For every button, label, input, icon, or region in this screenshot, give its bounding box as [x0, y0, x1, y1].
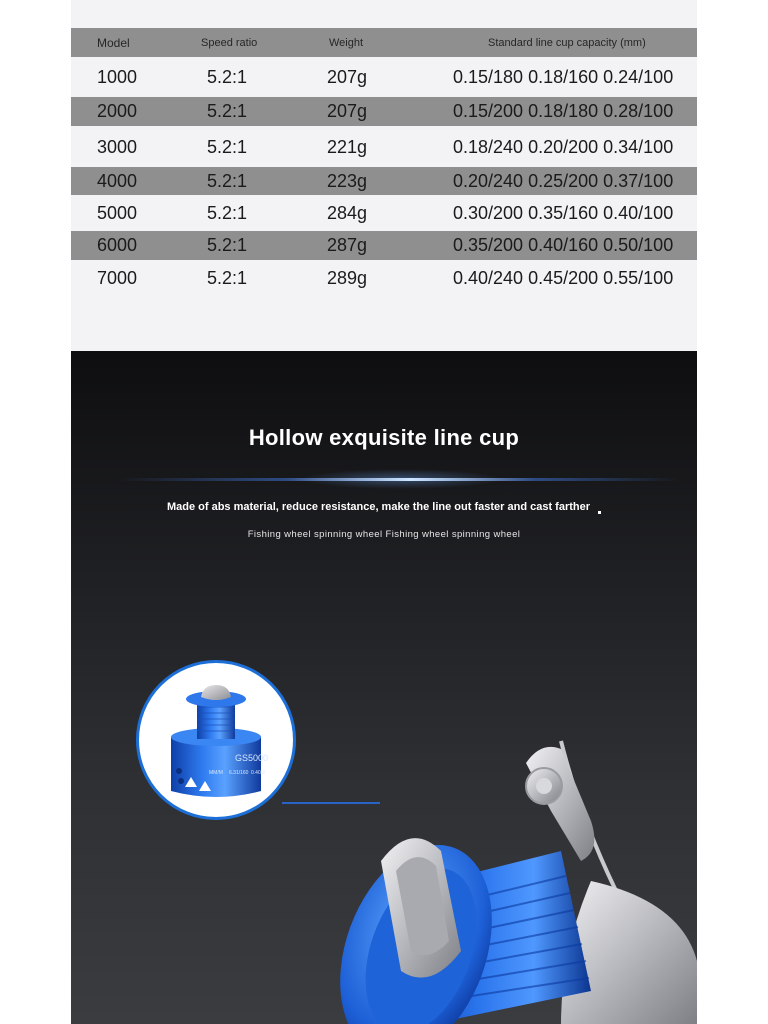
cell-speed-ratio: 5.2:1	[207, 136, 248, 157]
spool-label: GS5000	[235, 753, 269, 763]
table-row	[71, 231, 697, 260]
table-row	[71, 131, 697, 163]
cell-capacity: 0.15/180 0.18/160 0.24/100	[453, 66, 674, 87]
cell-capacity: 0.30/200 0.35/160 0.40/100	[453, 202, 674, 223]
header-capacity: Standard line cup capacity (mm)	[488, 36, 646, 49]
product-detail-page	[71, 0, 697, 1024]
spool-spec-right: 0.40/2	[251, 770, 265, 776]
cell-weight: 207g	[327, 101, 368, 121]
cell-capacity: 0.15/200 0.18/180 0.28/100	[453, 101, 674, 121]
cell-speed-ratio: 5.2:1	[207, 235, 248, 255]
cell-weight: 284g	[327, 202, 368, 223]
table-row	[71, 263, 697, 293]
line-cup-feature-section	[71, 351, 697, 1024]
cell-model: 6000	[97, 235, 138, 255]
feature-description-text: Made of abs material, reduce resistance, make the line out faster and cast farther	[166, 501, 591, 513]
cell-model: 4000	[97, 170, 138, 191]
table-row	[71, 198, 697, 228]
cell-speed-ratio: 5.2:1	[207, 202, 248, 223]
table-row	[71, 97, 697, 126]
header-model: Model	[97, 35, 130, 50]
cell-speed-ratio: 5.2:1	[207, 66, 248, 87]
table-row	[71, 167, 697, 195]
cell-weight: 207g	[327, 66, 368, 87]
header-speed-ratio: Speed ratio	[201, 36, 258, 49]
cell-capacity: 0.35/200 0.40/160 0.50/100	[453, 235, 674, 255]
cell-model: 2000	[97, 101, 138, 121]
cell-weight: 289g	[327, 267, 368, 288]
spool-spec-left: MM/M	[209, 770, 223, 776]
cell-speed-ratio: 5.2:1	[207, 101, 248, 121]
table-row	[71, 61, 697, 93]
cell-speed-ratio: 5.2:1	[207, 267, 248, 288]
spool-spec-mid: 6.31/160	[229, 770, 249, 776]
cell-model: 7000	[97, 267, 138, 288]
feature-subtitle: Fishing wheel spinning wheel Fishing wheel spinning wheel	[247, 529, 521, 540]
cell-weight: 287g	[327, 235, 368, 255]
feature-title: Hollow exquisite line cup	[248, 425, 520, 450]
cell-weight: 221g	[327, 136, 368, 157]
reel-image	[261, 701, 697, 1024]
dot-decoration	[598, 511, 601, 514]
title-divider-line	[119, 478, 679, 481]
cell-model: 5000	[97, 202, 138, 223]
cell-speed-ratio: 5.2:1	[207, 170, 248, 191]
cell-capacity: 0.40/240 0.45/200 0.55/100	[453, 267, 674, 288]
cell-capacity: 0.20/240 0.25/200 0.37/100	[453, 170, 674, 191]
header-weight: Weight	[329, 36, 364, 49]
cell-weight: 223g	[327, 170, 368, 191]
spec-table	[71, 0, 697, 351]
cell-capacity: 0.18/240 0.20/200 0.34/100	[453, 136, 674, 157]
feature-description	[71, 501, 697, 514]
cell-model: 1000	[97, 66, 138, 87]
spec-table-header	[71, 28, 697, 57]
cell-model: 3000	[97, 136, 138, 157]
